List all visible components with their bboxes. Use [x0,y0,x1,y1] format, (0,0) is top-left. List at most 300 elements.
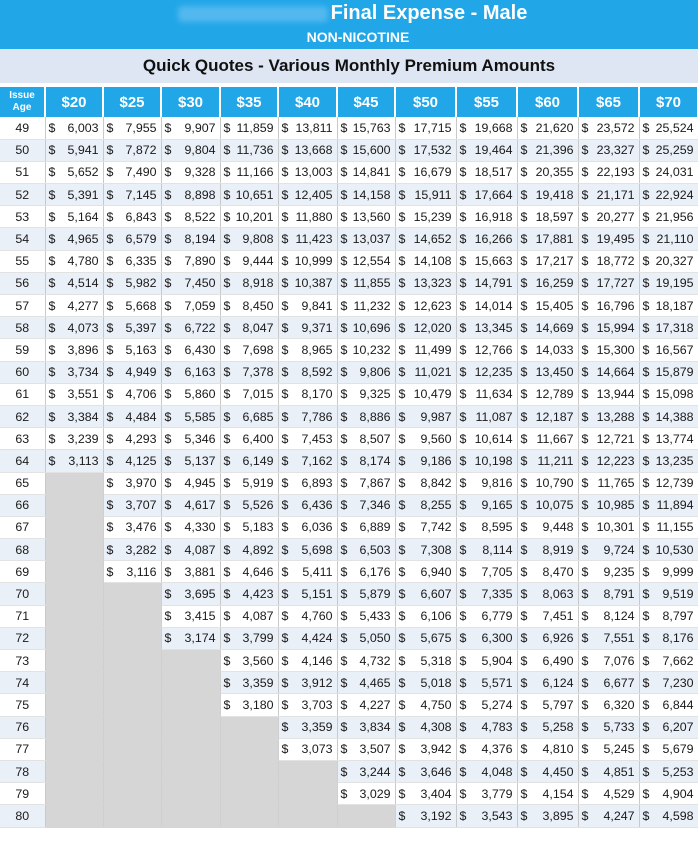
coverage-amount: 18,597 [535,209,574,224]
coverage-amount: 3,192 [420,808,452,823]
coverage-amount-cell [337,250,395,272]
table-row [0,650,698,672]
coverage-amount: 3,113 [68,453,99,468]
table-row [0,805,698,827]
coverage-amount-cell [517,117,578,139]
dollar-sign: $ [340,453,348,468]
coverage-amount-cell [337,472,395,494]
coverage-amount: 11,166 [236,165,274,180]
premium-column-header: $60 [517,87,578,117]
coverage-amount-cell [456,272,517,294]
issue-age-cell: 61 [0,383,45,405]
dollar-sign: $ [520,387,528,402]
coverage-amount-cell [456,339,517,361]
coverage-amount-cell [395,317,456,339]
dollar-sign: $ [398,276,406,291]
coverage-amount: 5,411 [302,564,333,579]
dollar-sign: $ [642,742,650,757]
coverage-amount: 4,450 [542,764,574,779]
coverage-amount: 5,163 [125,342,157,357]
coverage-amount-cell [456,184,517,206]
unavailable-cell [103,627,161,649]
coverage-amount-cell [220,228,278,250]
coverage-amount: 11,894 [656,498,694,513]
coverage-amount: 5,860 [184,387,216,402]
dollar-sign: $ [281,431,289,446]
table-row [0,272,698,294]
dollar-sign: $ [340,320,348,335]
dollar-sign: $ [520,431,528,446]
dollar-sign: $ [642,808,650,823]
dollar-sign: $ [223,365,231,380]
coverage-amount-cell [639,361,698,383]
coverage-amount-cell [578,672,639,694]
coverage-amount-cell [161,117,220,139]
section-title: Quick Quotes - Various Monthly Premium Amounts [0,49,698,87]
dollar-sign: $ [48,232,56,247]
coverage-amount-cell [395,672,456,694]
coverage-amount: 10,696 [352,320,391,335]
dollar-sign: $ [459,631,467,646]
coverage-amount: 8,470 [542,564,574,579]
dollar-sign: $ [48,365,56,380]
unavailable-cell [220,760,278,782]
coverage-amount: 7,705 [481,564,513,579]
unavailable-cell [103,716,161,738]
coverage-amount-cell [103,539,161,561]
dollar-sign: $ [520,232,528,247]
dollar-sign: $ [340,342,348,357]
coverage-amount-cell [517,694,578,716]
dollar-sign: $ [581,742,589,757]
unavailable-cell [337,805,395,827]
coverage-amount-cell [395,516,456,538]
coverage-amount: 17,715 [413,120,452,135]
dollar-sign: $ [281,387,289,402]
coverage-amount-cell [278,539,337,561]
dollar-sign: $ [281,476,289,491]
dollar-sign: $ [340,675,348,690]
coverage-amount: 4,154 [542,786,574,801]
dollar-sign: $ [459,165,467,180]
dollar-sign: $ [223,232,231,247]
coverage-amount: 18,187 [655,298,694,313]
dollar-sign: $ [48,276,56,291]
coverage-amount-cell [395,650,456,672]
dollar-sign: $ [106,476,114,491]
coverage-amount-cell [161,339,220,361]
coverage-amount-cell [578,250,639,272]
coverage-amount: 14,158 [352,187,391,202]
dollar-sign: $ [340,742,348,757]
coverage-amount-cell [639,339,698,361]
coverage-amount-cell [278,295,337,317]
dollar-sign: $ [223,542,231,557]
dollar-sign: $ [106,120,114,135]
coverage-amount-cell [278,472,337,494]
dollar-sign: $ [223,120,231,135]
dollar-sign: $ [459,143,467,158]
unavailable-cell [103,650,161,672]
dollar-sign: $ [642,187,650,202]
coverage-amount: 4,484 [125,409,157,424]
unavailable-cell [103,605,161,627]
coverage-amount: 14,669 [535,320,574,335]
header-banner [0,0,698,49]
coverage-amount-cell [456,783,517,805]
coverage-amount-cell [517,561,578,583]
coverage-amount-cell [578,627,639,649]
coverage-amount: 7,378 [242,365,274,380]
dollar-sign: $ [48,387,56,402]
coverage-amount: 4,465 [359,675,391,690]
coverage-amount-cell [456,317,517,339]
coverage-amount-cell [578,583,639,605]
unavailable-cell [220,783,278,805]
coverage-amount-cell [578,428,639,450]
coverage-amount: 8,450 [242,298,274,313]
coverage-amount-cell [220,650,278,672]
coverage-amount: 12,721 [596,431,635,446]
unavailable-cell [161,650,220,672]
coverage-amount-cell [278,716,337,738]
coverage-amount-cell [639,450,698,472]
coverage-amount-cell [395,161,456,183]
dollar-sign: $ [581,409,589,424]
coverage-amount-cell [578,361,639,383]
coverage-amount: 14,664 [596,365,635,380]
dollar-sign: $ [459,587,467,602]
coverage-amount-cell [337,561,395,583]
dollar-sign: $ [164,387,172,402]
coverage-amount: 9,560 [420,431,452,446]
dollar-sign: $ [281,675,289,690]
dollar-sign: $ [281,165,289,180]
table-row [0,339,698,361]
coverage-amount: 4,617 [184,498,216,513]
coverage-amount-cell [337,716,395,738]
coverage-amount: 9,999 [662,564,694,579]
dollar-sign: $ [48,342,56,357]
premium-column-header: $30 [161,87,220,117]
coverage-amount-cell [45,405,103,427]
coverage-amount-cell [456,139,517,161]
coverage-amount-cell [395,694,456,716]
dollar-sign: $ [281,742,289,757]
coverage-amount-cell [517,738,578,760]
coverage-amount-cell [278,117,337,139]
coverage-amount: 11,765 [597,476,635,491]
unavailable-cell [103,738,161,760]
coverage-amount: 11,021 [414,365,452,380]
coverage-amount-cell [45,295,103,317]
dollar-sign: $ [398,143,406,158]
coverage-amount: 3,359 [242,675,274,690]
dollar-sign: $ [642,342,650,357]
unavailable-cell [45,650,103,672]
dollar-sign: $ [48,298,56,313]
coverage-amount: 7,162 [301,453,333,468]
dollar-sign: $ [340,365,348,380]
unavailable-cell [278,783,337,805]
coverage-amount-cell [456,361,517,383]
coverage-amount: 9,724 [603,542,635,557]
dollar-sign: $ [48,143,56,158]
dollar-sign: $ [459,298,467,313]
dollar-sign: $ [340,187,348,202]
dollar-sign: $ [581,431,589,446]
issue-age-cell: 62 [0,405,45,427]
table-row [0,250,698,272]
dollar-sign: $ [459,697,467,712]
coverage-amount-cell [161,627,220,649]
coverage-amount-cell [578,206,639,228]
coverage-amount: 13,560 [352,209,391,224]
coverage-amount-cell [220,627,278,649]
coverage-amount: 17,318 [655,320,694,335]
coverage-amount: 15,600 [352,143,391,158]
unavailable-cell [161,805,220,827]
dollar-sign: $ [223,165,231,180]
dollar-sign: $ [581,653,589,668]
coverage-amount: 5,679 [662,742,694,757]
coverage-amount: 3,646 [420,764,452,779]
coverage-amount-cell [161,228,220,250]
coverage-amount: 13,944 [596,387,635,402]
coverage-amount-cell [45,184,103,206]
dollar-sign: $ [223,254,231,269]
coverage-amount-cell [103,472,161,494]
dollar-sign: $ [642,520,650,535]
coverage-amount: 3,029 [359,786,391,801]
coverage-amount-cell [337,317,395,339]
coverage-amount: 3,543 [481,808,513,823]
dollar-sign: $ [642,143,650,158]
dollar-sign: $ [459,720,467,735]
dollar-sign: $ [164,409,172,424]
coverage-amount-cell [578,539,639,561]
coverage-amount: 8,194 [184,232,216,247]
issue-age-cell: 77 [0,738,45,760]
coverage-amount-cell [278,605,337,627]
coverage-amount: 22,193 [596,165,635,180]
coverage-amount-cell [578,760,639,782]
dollar-sign: $ [340,276,348,291]
coverage-amount: 4,646 [242,564,274,579]
coverage-amount-cell [639,317,698,339]
coverage-amount-cell [395,272,456,294]
table-row [0,117,698,139]
unavailable-cell [220,805,278,827]
dollar-sign: $ [106,342,114,357]
coverage-amount: 8,174 [359,453,391,468]
coverage-amount-cell [161,472,220,494]
dollar-sign: $ [581,120,589,135]
coverage-amount-cell [337,405,395,427]
coverage-amount: 8,791 [603,587,635,602]
coverage-amount-cell [578,738,639,760]
coverage-amount-cell [639,738,698,760]
dollar-sign: $ [642,453,650,468]
issue-age-cell: 64 [0,450,45,472]
coverage-amount: 6,106 [420,609,452,624]
issue-age-cell: 73 [0,650,45,672]
coverage-amount: 4,277 [67,298,99,313]
coverage-amount: 3,942 [420,742,452,757]
coverage-amount: 8,170 [301,387,333,402]
coverage-amount-cell [220,694,278,716]
coverage-amount: 4,783 [481,720,513,735]
coverage-amount-cell [103,295,161,317]
coverage-amount: 5,318 [420,653,452,668]
dollar-sign: $ [164,453,172,468]
dollar-sign: $ [581,542,589,557]
dollar-sign: $ [520,653,528,668]
issue-age-cell: 54 [0,228,45,250]
dollar-sign: $ [223,298,231,313]
coverage-amount-cell [639,783,698,805]
dollar-sign: $ [398,120,406,135]
coverage-amount-cell [278,250,337,272]
dollar-sign: $ [459,320,467,335]
coverage-amount: 11,667 [536,431,574,446]
coverage-amount: 12,766 [474,342,513,357]
dollar-sign: $ [642,720,650,735]
coverage-amount-cell [639,716,698,738]
coverage-amount-cell [456,472,517,494]
coverage-amount: 6,124 [542,675,574,690]
coverage-amount: 4,949 [125,365,157,380]
coverage-amount: 6,940 [420,564,452,579]
dollar-sign: $ [164,232,172,247]
coverage-amount: 16,259 [535,276,574,291]
dollar-sign: $ [281,276,289,291]
coverage-amount-cell [395,405,456,427]
coverage-amount-cell [220,184,278,206]
coverage-amount: 10,651 [235,187,274,202]
coverage-amount-cell [517,295,578,317]
dollar-sign: $ [281,542,289,557]
issue-age-cell: 55 [0,250,45,272]
coverage-amount: 4,376 [481,742,513,757]
coverage-amount-cell [395,539,456,561]
coverage-amount-cell [220,161,278,183]
coverage-amount: 8,124 [603,609,635,624]
coverage-amount: 6,844 [662,697,694,712]
coverage-amount-cell [161,361,220,383]
dollar-sign: $ [106,431,114,446]
coverage-amount: 5,698 [301,542,333,557]
unavailable-cell [103,672,161,694]
coverage-amount: 8,255 [420,498,452,513]
coverage-amount-cell [578,272,639,294]
unavailable-cell [45,738,103,760]
coverage-amount: 12,235 [474,365,513,380]
coverage-amount-cell [278,161,337,183]
coverage-amount: 5,253 [662,764,694,779]
coverage-amount-cell [578,405,639,427]
coverage-amount-cell [395,583,456,605]
coverage-amount-cell [395,738,456,760]
coverage-amount: 8,918 [242,276,274,291]
coverage-amount: 8,898 [184,187,216,202]
coverage-amount-cell [103,361,161,383]
coverage-amount-cell [161,139,220,161]
coverage-amount: 9,235 [603,564,635,579]
unavailable-cell [45,694,103,716]
dollar-sign: $ [520,276,528,291]
coverage-amount-cell [578,139,639,161]
coverage-amount: 6,893 [301,476,333,491]
issue-age-cell: 51 [0,161,45,183]
coverage-amount-cell [517,650,578,672]
table-row [0,317,698,339]
coverage-amount: 17,664 [474,187,513,202]
dollar-sign: $ [520,764,528,779]
coverage-amount: 13,323 [413,276,452,291]
coverage-amount: 6,003 [67,120,99,135]
coverage-amount-cell [278,228,337,250]
dollar-sign: $ [581,631,589,646]
coverage-amount-cell [639,539,698,561]
coverage-amount-cell [578,383,639,405]
coverage-amount-cell [161,428,220,450]
dollar-sign: $ [581,187,589,202]
dollar-sign: $ [223,476,231,491]
coverage-amount: 4,423 [242,587,274,602]
dollar-sign: $ [581,298,589,313]
table-row [0,405,698,427]
issue-age-cell: 56 [0,272,45,294]
coverage-amount-cell [220,272,278,294]
coverage-amount-cell [278,494,337,516]
dollar-sign: $ [459,120,467,135]
table-row [0,627,698,649]
dollar-sign: $ [106,276,114,291]
coverage-amount-cell [103,206,161,228]
dollar-sign: $ [340,409,348,424]
issue-age-cell: 71 [0,605,45,627]
coverage-amount-cell [639,272,698,294]
coverage-amount-cell [456,627,517,649]
unavailable-cell [103,783,161,805]
coverage-amount-cell [639,627,698,649]
coverage-amount-cell [639,516,698,538]
coverage-amount-cell [45,450,103,472]
coverage-amount: 5,245 [603,742,635,757]
coverage-amount: 16,918 [474,209,513,224]
issue-age-cell: 49 [0,117,45,139]
dollar-sign: $ [642,209,650,224]
coverage-amount: 19,668 [474,120,513,135]
coverage-amount-cell [578,605,639,627]
coverage-amount: 5,941 [67,143,99,158]
coverage-amount-cell [395,472,456,494]
coverage-amount-cell [578,805,639,827]
coverage-amount: 5,571 [481,675,513,690]
coverage-amount: 9,444 [242,254,274,269]
coverage-amount-cell [103,405,161,427]
issue-age-cell: 60 [0,361,45,383]
coverage-amount-cell [578,450,639,472]
coverage-amount: 3,912 [301,675,333,690]
unavailable-cell [45,760,103,782]
coverage-amount: 3,244 [359,764,391,779]
issue-age-header-line2: Age [12,102,32,113]
coverage-amount: 4,760 [301,609,333,624]
coverage-amount: 20,355 [535,165,574,180]
unavailable-cell [161,783,220,805]
